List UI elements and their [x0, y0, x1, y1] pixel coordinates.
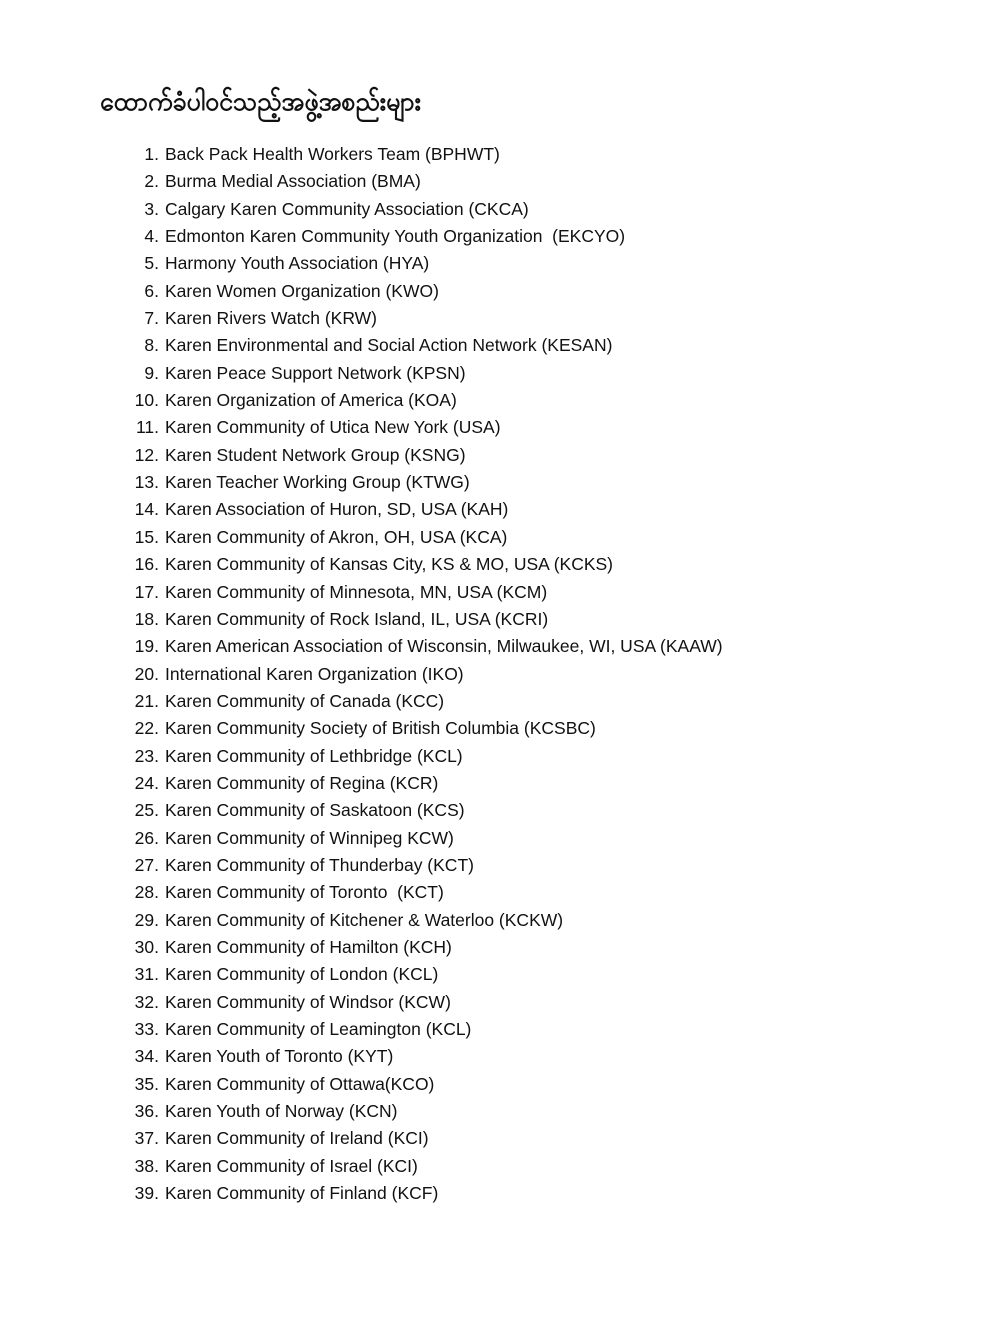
- list-item-number: 25.: [134, 800, 159, 821]
- list-item-label: Karen American Association of Wisconsin, Milwaukee, WI, USA (KAAW): [165, 636, 723, 657]
- list-item-label: Karen Community of Israel (KCI): [165, 1155, 418, 1176]
- list-item-label: Karen Community of Windsor (KCW): [165, 991, 451, 1012]
- list-item: [128, 934, 723, 961]
- list-item-number: 13.: [134, 472, 159, 493]
- list-item: [128, 1125, 723, 1152]
- list-item-label: Karen Community of Kansas City, KS & MO, USA (KCKS): [165, 554, 614, 575]
- list-item-number: 27.: [134, 854, 159, 875]
- list-item-number: 36.: [134, 1101, 159, 1122]
- list-item-number: 37.: [134, 1128, 159, 1149]
- list-item-number: 32.: [134, 991, 159, 1012]
- list-item-label: Karen Youth of Norway (KCN): [165, 1101, 398, 1122]
- organization-list: [128, 141, 723, 1207]
- list-item-label: Karen Environmental and Social Action Network (KESAN): [165, 335, 613, 356]
- list-item: [128, 360, 723, 387]
- list-item-number: 26.: [134, 827, 159, 848]
- list-item-label: Karen Community of Akron, OH, USA (KCA): [165, 526, 508, 547]
- list-item-label: Back Pack Health Workers Team (BPHWT): [165, 144, 500, 164]
- list-item: [128, 633, 723, 660]
- list-item: [128, 852, 723, 879]
- list-item-label: Harmony Youth Association (HYA): [165, 253, 430, 274]
- list-item-label: Karen Community of Minnesota, MN, USA (KCM): [165, 581, 548, 602]
- list-item-number: 17.: [134, 581, 159, 602]
- list-item: [128, 715, 723, 742]
- list-item-number: 7.: [144, 308, 159, 329]
- list-item-number: 39.: [134, 1183, 159, 1204]
- list-item-label: Karen Community of Saskatoon (KCS): [165, 800, 465, 821]
- list-item: [128, 496, 723, 523]
- list-item-number: 16.: [134, 554, 159, 575]
- list-item-label: Karen Community of Regina (KCR): [165, 772, 439, 793]
- list-item-number: 33.: [134, 1019, 159, 1039]
- list-item-label: Karen Community of Toronto (KCT): [165, 882, 444, 903]
- list-item-number: 35.: [134, 1073, 159, 1094]
- list-item-number: 23.: [134, 745, 159, 766]
- list-item-label: Burma Medial Association (BMA): [165, 171, 421, 192]
- list-item-number: 3.: [144, 198, 159, 219]
- list-item-number: 19.: [134, 636, 159, 657]
- list-item: [128, 989, 723, 1016]
- list-item: [128, 332, 723, 359]
- list-item-number: 20.: [134, 663, 159, 684]
- list-item-number: 6.: [144, 280, 159, 301]
- list-item: [128, 879, 723, 906]
- list-item-number: 12.: [134, 444, 159, 465]
- list-item: [128, 743, 723, 770]
- list-item: [128, 223, 723, 250]
- list-item: [128, 770, 723, 797]
- list-item-number: 10.: [134, 390, 159, 411]
- list-item-label: Karen Community of Hamilton (KCH): [165, 936, 452, 957]
- list-item-number: 29.: [134, 909, 159, 930]
- list-item-number: 34.: [134, 1046, 159, 1067]
- list-item: [128, 442, 723, 469]
- list-item: [128, 278, 723, 305]
- list-item-label: Karen Community of Canada (KCC): [165, 690, 445, 711]
- list-item: [128, 1153, 723, 1180]
- list-item-number: 30.: [134, 936, 159, 957]
- list-item-label: Karen Community of Lethbridge (KCL): [165, 745, 463, 766]
- list-item-label: Karen Community of Finland (KCF): [165, 1183, 439, 1204]
- list-item: [128, 907, 723, 934]
- list-item: [128, 688, 723, 715]
- list-item-number: 5.: [144, 253, 159, 274]
- list-item-label: Karen Association of Huron, SD, USA (KAH): [165, 499, 509, 520]
- list-item-label: Karen Community of Ireland (KCI): [165, 1128, 429, 1149]
- list-item-label: Karen Youth of Toronto (KYT): [165, 1046, 394, 1067]
- list-item: [128, 825, 723, 852]
- list-item-label: Karen Community of London (KCL): [165, 964, 439, 985]
- list-item: [128, 661, 723, 688]
- list-item: [128, 414, 723, 441]
- list-item-number: 38.: [134, 1155, 159, 1176]
- list-item: [128, 168, 723, 195]
- list-item-number: 28.: [134, 882, 159, 903]
- list-item-number: 2.: [144, 171, 159, 192]
- list-item: [128, 1071, 723, 1098]
- list-item-label: Karen Community of Utica New York (USA): [165, 417, 501, 438]
- list-item-number: 15.: [134, 526, 159, 547]
- list-item: [128, 524, 723, 551]
- list-item-number: 24.: [134, 772, 159, 793]
- list-item: [128, 579, 723, 606]
- list-item-number: 14.: [134, 499, 159, 520]
- list-item-label: Karen Community of Leamington (KCL): [165, 1019, 472, 1039]
- list-item-number: 18.: [134, 608, 159, 629]
- list-item-label: Karen Community of Ottawa(KCO): [165, 1073, 435, 1094]
- list-item-label: Karen Teacher Working Group (KTWG): [165, 472, 470, 493]
- list-item-number: 8.: [144, 335, 159, 356]
- list-item-label: International Karen Organization (IKO): [165, 663, 464, 684]
- list-item-label: Karen Community of Winnipeg KCW): [165, 827, 454, 848]
- list-item-label: Karen Community of Rock Island, IL, USA (KCRI): [165, 608, 549, 629]
- list-item-label: Karen Rivers Watch (KRW): [165, 308, 377, 329]
- list-item-number: 22.: [134, 718, 159, 739]
- page-title: ထောက်ခံပါဝင်သည့်အဖွဲ့အစည်းများ: [100, 87, 421, 116]
- list-item-label: Edmonton Karen Community Youth Organization (EKCYO): [165, 226, 626, 247]
- list-item-number: 1.: [144, 144, 159, 164]
- list-item: [128, 797, 723, 824]
- list-item-number: 31.: [134, 964, 159, 985]
- list-item: [128, 141, 723, 168]
- list-item: [128, 469, 723, 496]
- list-item-label: Calgary Karen Community Association (CKCA): [165, 198, 529, 219]
- list-item-label: Karen Community Society of British Columbia (KCSBC): [165, 718, 596, 739]
- list-item: [128, 961, 723, 988]
- list-item: [128, 606, 723, 633]
- list-item: [128, 250, 723, 277]
- list-item-number: 11.: [135, 417, 159, 438]
- list-item: [128, 1016, 723, 1043]
- list-item: [128, 305, 723, 332]
- list-item-number: 21.: [134, 690, 159, 711]
- list-item: [128, 1043, 723, 1070]
- list-item-number: 4.: [144, 226, 159, 247]
- list-item-label: Karen Community of Kitchener & Waterloo (KCKW): [165, 909, 564, 930]
- list-item: [128, 387, 723, 414]
- list-item-label: Karen Student Network Group (KSNG): [165, 444, 466, 465]
- list-item-label: Karen Peace Support Network (KPSN): [165, 362, 466, 383]
- list-item-label: Karen Community of Thunderbay (KCT): [165, 854, 474, 875]
- list-item: [128, 1180, 723, 1207]
- list-item-number: 9.: [144, 362, 159, 383]
- list-item: [128, 551, 723, 578]
- list-item-label: Karen Organization of America (KOA): [165, 390, 457, 411]
- list-item: [128, 196, 723, 223]
- list-item: [128, 1098, 723, 1125]
- list-item-label: Karen Women Organization (KWO): [165, 280, 439, 301]
